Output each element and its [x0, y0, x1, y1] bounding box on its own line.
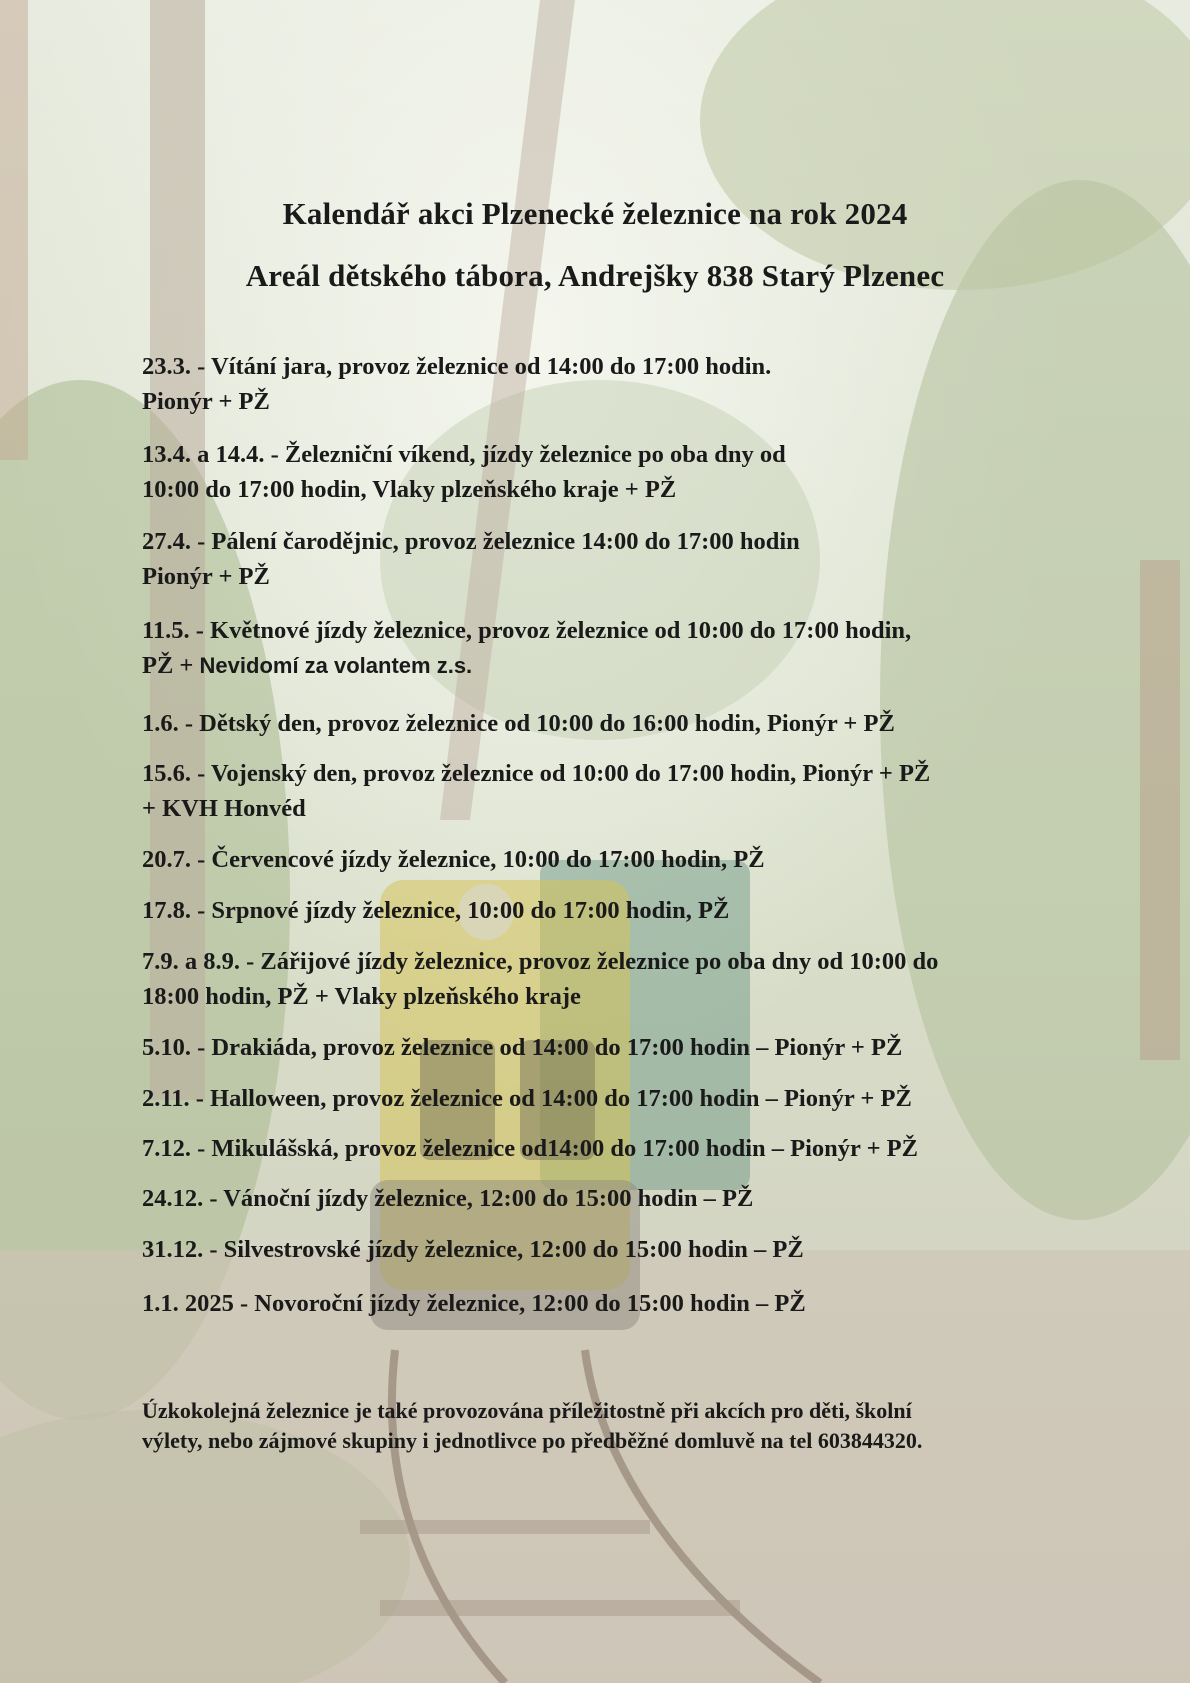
- venue-subtitle: Areál dětského tábora, Andrejšky 838 Starý Plzenec: [245, 258, 945, 293]
- event-line: [142, 648, 1082, 683]
- event-line: 11.5. - Květnové jízdy železnice, provoz železnice od 10:00 do 17:00 hodin,: [142, 617, 912, 644]
- event-item: [142, 613, 1082, 683]
- page-title: Kalendář akci Plzenecké železnice na rok 2024: [282, 196, 908, 231]
- event-line: 5.10. - Drakiáda, provoz železnice od 14:00 do 17:00 hodin – Pionýr + PŽ: [142, 1034, 903, 1061]
- event-item: [142, 1286, 1082, 1321]
- event-item: [142, 349, 1082, 419]
- event-item: [142, 706, 1082, 741]
- event-line: 7.9. a 8.9. - Zářijové jízdy železnice, provoz železnice po oba dny od 10:00 do: [142, 948, 939, 975]
- event-item: [142, 756, 1082, 826]
- event-item: [142, 437, 1082, 507]
- event-line: 20.7. - Červencové jízdy železnice, 10:00 do 17:00 hodin, PŽ: [142, 846, 765, 873]
- event-line: 27.4. - Pálení čarodějnic, provoz železnice 14:00 do 17:00 hodin: [142, 528, 800, 555]
- event-line: Pionýr + PŽ: [142, 563, 270, 590]
- event-line: 1.6. - Dětský den, provoz železnice od 10:00 do 16:00 hodin, Pionýr + PŽ: [142, 710, 895, 737]
- footer-line: Úzkokolejná železnice je také provozována příležitostně při akcích pro děti, školní: [142, 1398, 912, 1423]
- event-line: 13.4. a 14.4. - Železniční víkend, jízdy železnice po oba dny od: [142, 441, 786, 468]
- event-item: [142, 1232, 1082, 1267]
- event-item: [142, 842, 1082, 877]
- event-line: 31.12. - Silvestrovské jízdy železnice, 12:00 do 15:00 hodin – PŽ: [142, 1236, 804, 1263]
- event-line: 18:00 hodin, PŽ + Vlaky plzeňského kraje: [142, 983, 581, 1010]
- event-line: + KVH Honvéd: [142, 795, 306, 822]
- event-line-part: Nevidomí za volantem z.s.: [199, 653, 473, 678]
- event-line: 24.12. - Vánoční jízdy železnice, 12:00 do 15:00 hodin – PŽ: [142, 1185, 754, 1212]
- event-line: 15.6. - Vojenský den, provoz železnice od 10:00 do 17:00 hodin, Pionýr + PŽ: [142, 760, 931, 787]
- event-item: [142, 893, 1082, 928]
- event-line: Pionýr + PŽ: [142, 388, 270, 415]
- event-item: [142, 1081, 1082, 1116]
- event-line: 17.8. - Srpnové jízdy železnice, 10:00 do 17:00 hodin, PŽ: [142, 897, 730, 924]
- event-line: 7.12. - Mikulášská, provoz železnice od14:00 do 17:00 hodin – Pionýr + PŽ: [142, 1135, 918, 1162]
- event-item: [142, 1181, 1082, 1216]
- event-line: 23.3. - Vítání jara, provoz železnice od 14:00 do 17:00 hodin.: [142, 353, 772, 380]
- event-line-part: PŽ +: [142, 652, 200, 679]
- footer-note: [142, 1396, 1082, 1456]
- event-line: 2.11. - Halloween, provoz železnice od 14:00 do 17:00 hodin – Pionýr + PŽ: [142, 1085, 912, 1112]
- event-item: [142, 524, 1082, 594]
- event-item: [142, 944, 1082, 1014]
- footer-line: výlety, nebo zájmové skupiny i jednotlivce po předběžné domluvě na tel 603844320.: [142, 1428, 923, 1453]
- event-item: [142, 1030, 1082, 1065]
- event-line: 1.1. 2025 - Novoroční jízdy železnice, 12:00 do 15:00 hodin – PŽ: [142, 1290, 806, 1317]
- event-line: 10:00 do 17:00 hodin, Vlaky plzeňského kraje + PŽ: [142, 476, 677, 503]
- event-item: [142, 1131, 1082, 1166]
